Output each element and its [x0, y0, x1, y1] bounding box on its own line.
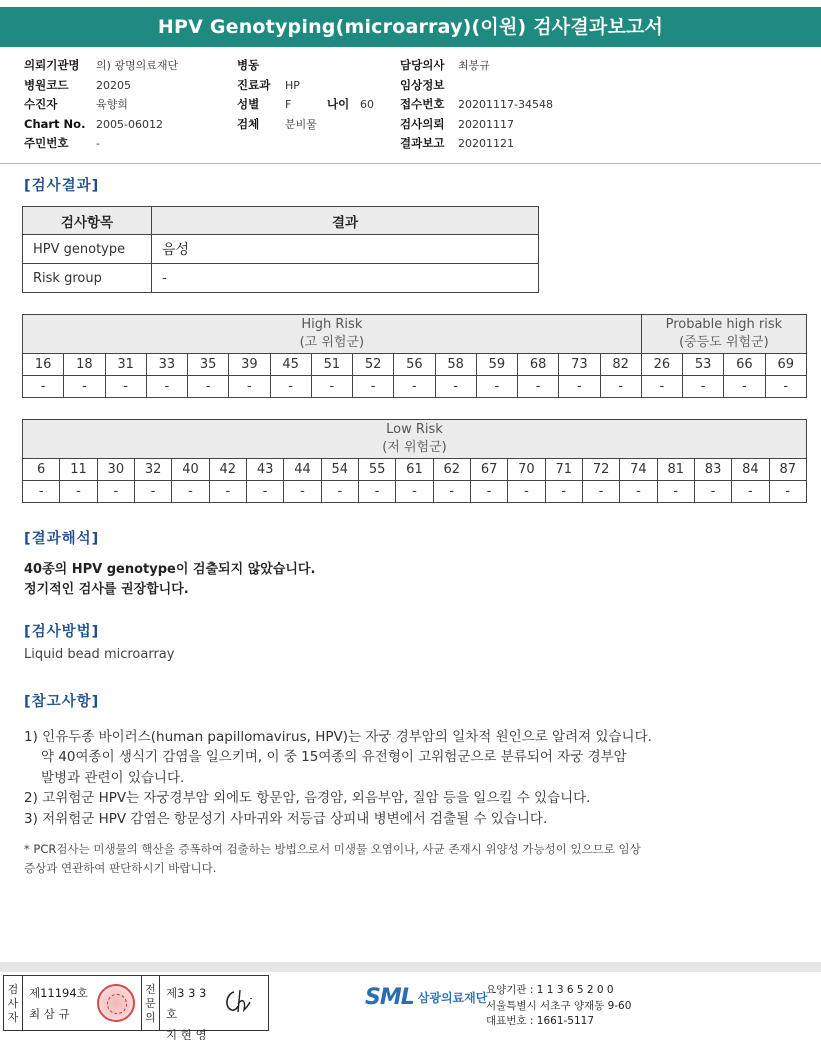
divider — [0, 163, 821, 164]
hpv-type-cell: 16 — [23, 354, 64, 376]
footnote-line-1: * PCR검사는 미생물의 핵산을 증폭하여 검출하는 방법으로서 미생물 오염이나, 사균 존재시 위양성 가능성이 있으므로 임상 — [24, 842, 641, 856]
probable-risk-label-kr: (중등도 위험군) — [679, 335, 769, 350]
hpv-type-cell: 26 — [641, 354, 682, 376]
hpv-type-cell: 71 — [545, 459, 582, 481]
patient-info-col1 — [24, 56, 178, 154]
hpv-type-cell: 59 — [476, 354, 517, 376]
examiner-info — [23, 976, 89, 1030]
hpv-result-cell: - — [188, 376, 229, 398]
hpv-result-cell: - — [353, 376, 394, 398]
label-age: 나이 — [327, 97, 350, 112]
high-risk-header — [23, 315, 642, 354]
report-title: HPV Genotyping(microarray)(이원) 검사결과보고서 — [0, 7, 821, 47]
value-age: 60 — [360, 98, 374, 112]
hpv-type-cell: 55 — [358, 459, 395, 481]
hpv-result-cell: - — [246, 481, 283, 503]
hpv-result-cell: - — [23, 376, 64, 398]
hpv-type-cell: 74 — [620, 459, 657, 481]
hpv-type-cell: 69 — [765, 354, 807, 376]
lab-address: 서울특별시 서초구 양재동 9-60 — [486, 999, 632, 1012]
hpv-type-cell: 72 — [582, 459, 619, 481]
hpv-type-cell: 70 — [508, 459, 545, 481]
hpv-result-cell: - — [683, 376, 724, 398]
low-risk-table — [22, 419, 807, 503]
high-risk-result-row — [23, 376, 807, 398]
hpv-result-cell: - — [769, 481, 806, 503]
high-risk-label: High Risk — [301, 317, 363, 332]
label-request-date: 검사의뢰 — [400, 116, 445, 131]
specialist-name: 지 현 영 — [166, 1028, 207, 1040]
lab-code: 요양기관 : 1 1 3 6 5 2 0 0 — [486, 984, 614, 996]
low-risk-label: Low Risk — [386, 422, 443, 437]
low-risk-result-row — [23, 481, 807, 503]
examiner-label-char: 검 — [7, 982, 19, 996]
hpv-result-cell: - — [657, 481, 694, 503]
value-hospital-code: 20205 — [96, 78, 131, 92]
note-line: 1) 인유두종 바이러스(human papillomavirus, HPV)는 자궁 경부암의 일차적 원인으로 알려져 있습니다. — [24, 729, 652, 745]
hpv-result-cell: - — [732, 481, 769, 503]
note-line: 발병과 관련이 있습니다. — [41, 769, 185, 786]
hpv-result-cell: - — [476, 376, 517, 398]
hpv-result-cell: - — [396, 481, 433, 503]
examiner-vertical-label — [4, 976, 23, 1030]
label-sex: 성별 — [237, 97, 260, 112]
hpv-type-cell: 81 — [657, 459, 694, 481]
hpv-type-cell: 68 — [518, 354, 559, 376]
result-item-genotype: HPV genotype — [23, 235, 152, 264]
hpv-result-cell: - — [433, 481, 470, 503]
value-chart-no: 2005-06012 — [96, 117, 163, 131]
seal-stamp-icon — [97, 984, 135, 1022]
hpv-type-cell: 39 — [229, 354, 270, 376]
logo-name: 삼광의료재단 — [417, 991, 488, 1005]
hpv-result-cell: - — [358, 481, 395, 503]
hpv-result-cell: - — [620, 481, 657, 503]
hpv-type-cell: 66 — [724, 354, 765, 376]
hpv-result-cell: - — [146, 376, 187, 398]
lab-logo — [365, 985, 487, 1010]
specialist-label-char: 문 — [145, 996, 156, 1010]
examiner-name: 최 삼 규 — [29, 1007, 70, 1021]
label-physician: 담당의사 — [400, 58, 445, 72]
hpv-result-cell: - — [105, 376, 146, 398]
label-requesting-institution: 의뢰기관명 — [24, 58, 80, 72]
hpv-result-cell: - — [641, 376, 682, 398]
note-line: 3) 저위험군 HPV 감염은 항문성기 사마귀와 저등급 상피내 병변에서 검출될 수 있습니다. — [24, 810, 548, 827]
value-patient-name: 육향희 — [96, 98, 128, 112]
examiner-license-no: 제11194호 — [29, 986, 88, 1000]
result-value-genotype: 음성 — [152, 235, 539, 264]
value-request-date: 20201117 — [458, 117, 514, 131]
hpv-type-cell: 11 — [60, 459, 97, 481]
section-title-method: [검사방법] — [24, 624, 100, 640]
value-requesting-institution: 의) 광명의료재단 — [96, 59, 179, 72]
lab-info — [486, 983, 631, 1030]
high-risk-table — [22, 314, 807, 398]
high-risk-label-kr: (고 위험군) — [299, 335, 365, 350]
specialist-license-no: 제3 3 3 호 — [166, 986, 207, 1021]
note-line: 약 40여종이 생식기 감염을 일으키며, 이 중 15여종의 유전형이 고위험군으로 분류되어 자궁 경부암 — [41, 749, 627, 766]
hpv-type-cell: 44 — [284, 459, 321, 481]
hpv-type-cell: 18 — [64, 354, 105, 376]
section-title-interpretation: [결과해석] — [24, 531, 100, 547]
patient-info-col3 — [400, 56, 553, 154]
hpv-type-cell: 6 — [23, 459, 60, 481]
label-resident-no: 주민번호 — [24, 136, 69, 151]
probable-risk-label: Probable high risk — [665, 317, 783, 332]
lab-phone: 대표번호 : 1661-5117 — [486, 1015, 595, 1027]
hpv-type-cell: 42 — [209, 459, 246, 481]
label-clinical-info: 임상정보 — [400, 77, 445, 92]
hpv-result-cell: - — [518, 376, 559, 398]
low-risk-header — [23, 420, 807, 459]
hpv-type-cell: 32 — [134, 459, 171, 481]
hpv-result-cell: - — [64, 376, 105, 398]
hpv-result-cell: - — [394, 376, 435, 398]
value-sex: F — [285, 98, 292, 112]
handwritten-signature-icon — [220, 976, 258, 1030]
hpv-result-cell: - — [545, 481, 582, 503]
label-ward: 병동 — [237, 58, 260, 72]
hpv-result-cell: - — [321, 481, 358, 503]
hpv-result-cell: - — [582, 481, 619, 503]
hpv-type-cell: 45 — [270, 354, 311, 376]
footnote — [24, 840, 784, 878]
hpv-type-cell: 51 — [311, 354, 352, 376]
result-table — [22, 206, 539, 293]
hpv-type-cell: 73 — [559, 354, 600, 376]
section-title-notes: [참고사항] — [24, 694, 100, 710]
hpv-result-cell: - — [694, 481, 731, 503]
label-report-date: 결과보고 — [400, 136, 445, 151]
method-text: Liquid bead microarray — [24, 647, 175, 662]
high-risk-type-row — [23, 354, 807, 376]
hpv-type-cell: 30 — [97, 459, 134, 481]
hpv-result-cell: - — [311, 376, 352, 398]
hpv-type-cell: 82 — [600, 354, 641, 376]
label-chart-no: Chart No. — [24, 116, 86, 131]
value-report-date: 20201121 — [458, 137, 514, 151]
specialist-info — [160, 976, 220, 1040]
footer-band — [0, 962, 821, 972]
hpv-type-cell: 84 — [732, 459, 769, 481]
hpv-result-cell: - — [134, 481, 171, 503]
examiner-label-char: 사 — [7, 996, 19, 1010]
label-department: 진료과 — [237, 77, 271, 92]
section-title-result: [검사결과] — [24, 178, 100, 194]
note-line: 2) 고위험군 HPV는 자궁경부암 외에도 항문암, 음경암, 외음부암, 질암 등을 일으킬 수 있습니다. — [24, 790, 591, 807]
hpv-type-cell: 40 — [172, 459, 209, 481]
hpv-result-cell: - — [60, 481, 97, 503]
hpv-result-cell: - — [23, 481, 60, 503]
hpv-type-cell: 54 — [321, 459, 358, 481]
hpv-result-cell: - — [229, 376, 270, 398]
value-physician: 최봉규 — [458, 59, 490, 72]
probable-risk-header — [641, 315, 806, 354]
hpv-result-cell: - — [508, 481, 545, 503]
hpv-type-cell: 58 — [435, 354, 476, 376]
hpv-type-cell: 61 — [396, 459, 433, 481]
result-value-risk-group: - — [152, 264, 539, 293]
hpv-result-cell: - — [600, 376, 641, 398]
hpv-type-cell: 62 — [433, 459, 470, 481]
notes-list — [24, 727, 784, 829]
hpv-type-cell: 31 — [105, 354, 146, 376]
interpretation-line-1: 40종의 HPV genotype이 검출되지 않았습니다. — [24, 562, 316, 577]
patient-info-col2 — [237, 56, 374, 134]
hpv-type-cell: 52 — [353, 354, 394, 376]
hpv-type-cell: 83 — [694, 459, 731, 481]
interpretation-line-2: 정기적인 검사를 권장합니다. — [24, 582, 189, 597]
hpv-result-cell: - — [172, 481, 209, 503]
hpv-result-cell: - — [270, 376, 311, 398]
hpv-result-cell: - — [209, 481, 246, 503]
hpv-type-cell: 87 — [769, 459, 806, 481]
result-table-header-item: 검사항목 — [23, 207, 152, 235]
specialist-label-char: 의 — [145, 1010, 156, 1024]
label-specimen: 검체 — [237, 116, 260, 131]
hpv-result-cell: - — [559, 376, 600, 398]
hpv-result-cell: - — [435, 376, 476, 398]
hpv-type-cell: 53 — [683, 354, 724, 376]
label-hospital-code: 병원코드 — [24, 77, 69, 92]
result-item-risk-group: Risk group — [23, 264, 152, 293]
hpv-type-cell: 35 — [188, 354, 229, 376]
low-risk-label-kr: (저 위험군) — [382, 440, 447, 455]
value-resident-no: - — [96, 137, 100, 151]
interpretation-text — [24, 560, 315, 600]
label-receipt-no: 접수번호 — [400, 97, 445, 112]
footnote-line-2: 증상과 연관하여 판단하시기 바랍니다. — [24, 861, 217, 875]
hpv-result-cell: - — [765, 376, 807, 398]
low-risk-type-row — [23, 459, 807, 481]
hpv-type-cell: 56 — [394, 354, 435, 376]
hpv-result-cell: - — [724, 376, 765, 398]
hpv-type-cell: 43 — [246, 459, 283, 481]
hpv-type-cell: 67 — [470, 459, 507, 481]
label-patient-name: 수진자 — [24, 97, 58, 112]
specialist-label-char: 전 — [145, 982, 156, 996]
result-table-header-result: 결과 — [152, 207, 539, 235]
value-department: HP — [285, 78, 300, 92]
hpv-type-cell: 33 — [146, 354, 187, 376]
specialist-vertical-label — [141, 976, 160, 1030]
logo-mark: SML — [365, 985, 414, 1010]
examiner-label-char: 자 — [7, 1010, 19, 1024]
signature-box — [3, 975, 269, 1040]
hpv-result-cell: - — [97, 481, 134, 503]
hpv-result-cell: - — [284, 481, 321, 503]
value-receipt-no: 20201117-34548 — [458, 98, 553, 112]
hpv-result-cell: - — [470, 481, 507, 503]
value-specimen: 분비물 — [285, 117, 317, 131]
